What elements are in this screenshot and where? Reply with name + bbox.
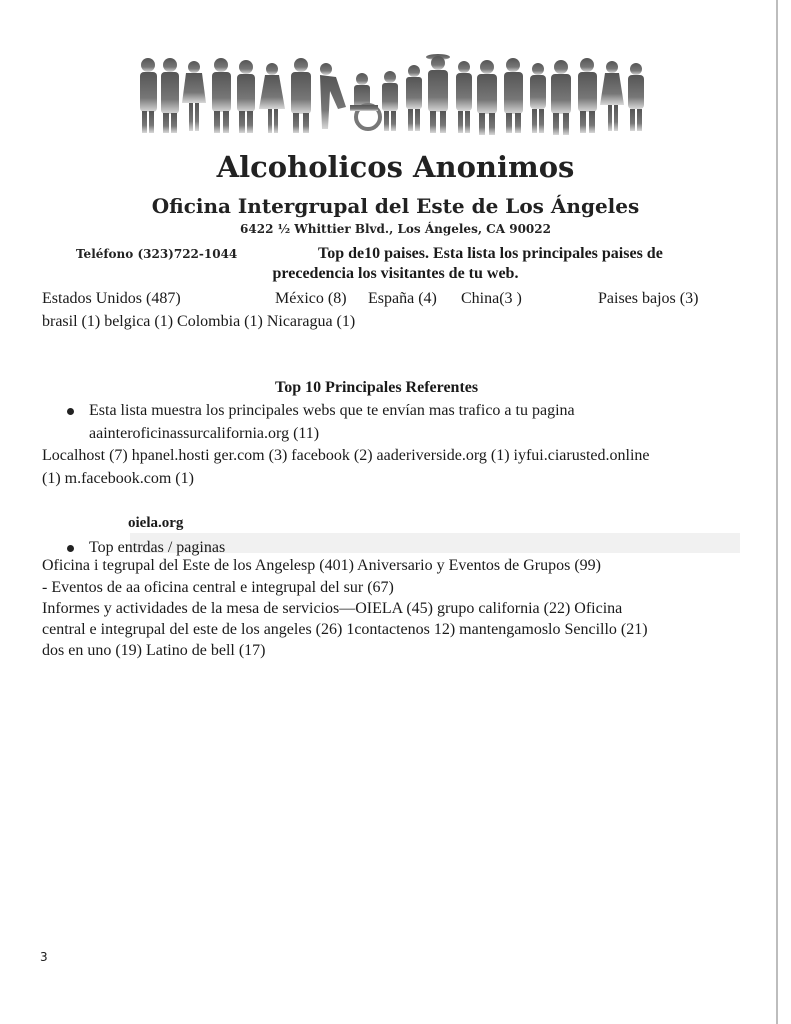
referrers-line3: (1) m.facebook.com (1) xyxy=(42,470,194,487)
office-name: Oficina Intergrupal del Este de Los Ángeles xyxy=(151,194,640,218)
site-name: oiela.org xyxy=(128,515,184,531)
office-phone: Teléfono (323)722-1044 xyxy=(76,247,238,261)
country-china: China(3 ) xyxy=(461,290,522,307)
entries-line5: dos en uno (19) Latino de bell (17) xyxy=(42,642,266,659)
countries-row2: brasil (1) belgica (1) Colombia (1) Nicaragua (1) xyxy=(42,313,356,330)
country-spain: España (4) xyxy=(368,290,437,307)
country-mexico: México (8) xyxy=(275,290,347,307)
bullet-icon xyxy=(67,408,74,415)
referrers-heading: Top 10 Principales Referentes xyxy=(275,379,479,396)
office-address: 6422 ½ Whittier Blvd., Los Ángeles, CA 90022 xyxy=(240,222,551,236)
bullet-icon xyxy=(67,545,74,552)
referrers-line2: Localhost (7) hpanel.hosti ger.com (3) facebook (2) aaderiverside.org (1) iyfui.ciarusted.online xyxy=(42,447,650,464)
entries-line3: Informes y actividades de la mesa de servicios—OIELA (45) grupo california (22) Oficina xyxy=(42,600,623,617)
countries-heading-line1: Top de10 paises. Esta lista los principales paises de xyxy=(318,245,663,262)
entries-line1: Oficina i tegrupal del Este de los Angelesp (401) Aniversario y Eventos de Grupos (99) xyxy=(42,557,601,574)
entries-line4: central e integrupal del este de los angeles (26) 1contactenos 12) mantengamoslo Sencillo (21) xyxy=(42,621,648,638)
referrers-line1: aainteroficinassurcalifornia.org (11) xyxy=(89,425,320,442)
country-netherlands: Paises bajos (3) xyxy=(598,290,699,307)
country-usa: Estados Unidos (487) xyxy=(42,290,181,307)
page-title: Alcoholicos Anonimos xyxy=(216,150,575,184)
countries-heading-line2: precedencia los visitantes de tu web. xyxy=(272,265,519,282)
referrers-bullet-text: Esta lista muestra los principales webs que te envían mas trafico a tu pagina xyxy=(89,402,575,419)
page-number: 3 xyxy=(40,950,48,964)
entries-bullet-text: Top entrdas / paginas xyxy=(89,539,226,556)
people-silhouettes-banner xyxy=(130,45,650,135)
entries-line2: - Eventos de aa oficina central e integrupal del sur (67) xyxy=(42,579,394,596)
